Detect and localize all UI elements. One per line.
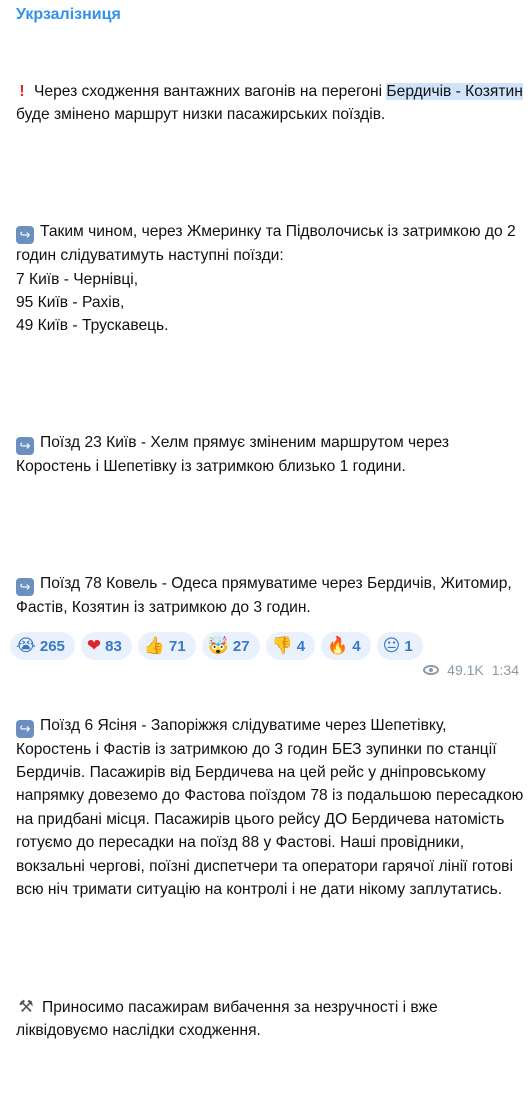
message-text [16,33,526,1113]
paragraph-3 [16,431,526,478]
p4-text: Поїзд 78 Ковель - Одеса прямуватиме через Бердичів, Житомир, Фастів, Козятин із затримкою до 3 годин. [16,575,517,617]
reaction-thumbs-down[interactable] [266,632,316,660]
reaction-count: 265 [39,637,65,655]
neutral-face-icon: 😐 [382,636,401,655]
reaction-crying[interactable] [10,632,75,660]
arrow-right-hook-icon: ↪ [16,437,34,455]
p5-text: Поїзд 6 Ясіня - Запоріжжя слідуватиме через Шепетівку, Коростень і Фастів із затримкою до 3 годин БЕЗ зупинки по станції Бердичів. Пасажирів від Бердичева на цей рейс у дніпровському напрямку довеземо до Фастова поїздом 78 із подальшою пересадкою на придбані місця. Пасажирів цього рейсу ДО Бердичева натомість готуємо до пересадки на поїзд 88 у Фастові. Наші провідники, вокзальні чергові, поїзні диспетчери та оператори гарячої лінії готові всю ніч тримати ситуацію на контролі і не дати нікому заплутатись. [16,716,528,898]
arrow-right-hook-icon: ↪ [16,720,34,738]
paragraph-5 [16,714,526,902]
reaction-fire[interactable] [321,632,371,660]
paragraph-1 [16,80,526,127]
reaction-count: 71 [169,637,186,655]
train-item: 49 Київ - Трускавець. [16,317,169,335]
hammer-pick-icon: ⚒ [18,996,34,1016]
train-item: 95 Київ - Рахів, [16,294,125,312]
reaction-mind-blown[interactable] [202,632,260,660]
message-time: 1:34 [491,662,519,678]
p2-text: Таким чином, через Жмеринку та Підволочиськ із затримкою до 2 годин слідуватимуть наступні поїзди: [16,223,520,265]
paragraph-6 [16,995,526,1043]
heart-icon: ❤ [86,636,102,655]
p1-text-before: Через сходження вантажних вагонів на перегоні [34,82,387,100]
reaction-count: 4 [296,637,306,655]
fire-icon: 🔥 [327,636,349,655]
view-count: 49.1K [447,662,484,678]
paragraph-4 [16,572,526,619]
p6-text: Приносимо пасажирам вибачення за незручності і вже ліквідовуємо наслідки сходження. [16,998,442,1040]
channel-name[interactable]: Укрзалізниця [16,6,121,23]
reaction-heart[interactable] [81,632,132,660]
arrow-right-hook-icon: ↪ [16,226,34,244]
reactions-bar [10,632,423,662]
reaction-neutral[interactable] [377,632,423,660]
crying-face-icon: 😭 [16,636,36,655]
p1-highlight: Бердичів - Козятин [386,82,523,100]
reaction-count: 4 [352,637,361,655]
message-meta [423,662,519,678]
reaction-count: 83 [105,637,122,655]
eye-icon [423,665,439,675]
reaction-thumbs-up[interactable] [138,632,196,660]
thumbs-down-icon: 👎 [271,636,293,655]
exclamation-icon: ! [19,82,25,100]
arrow-right-hook-icon: ↪ [16,578,34,596]
exploding-head-icon: 🤯 [207,636,229,655]
reaction-count: 27 [232,637,250,655]
reaction-count: 1 [404,637,413,655]
train-item: 7 Київ - Чернівці, [16,270,139,288]
p1-text-after: буде змінено маршрут низки пасажирських поїздів. [16,82,528,124]
p3-text: Поїзд 23 Київ - Хелм прямує зміненим маршрутом через Коростень і Шепетівку із затримкою близько 1 години. [16,434,454,476]
paragraph-2 [16,220,526,338]
thumbs-up-icon: 👍 [143,636,166,655]
